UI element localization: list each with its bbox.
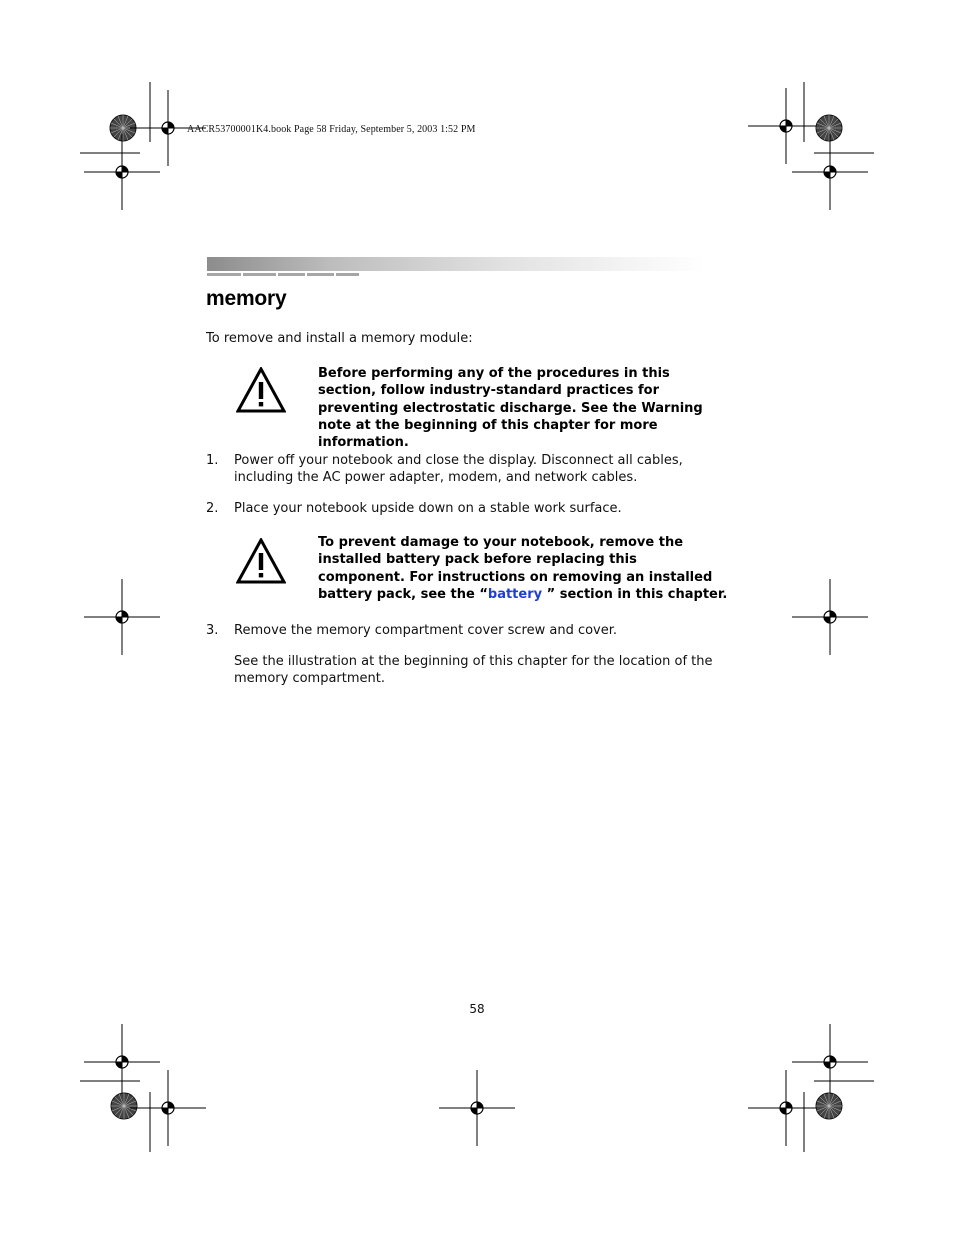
header-segment bbox=[207, 273, 241, 276]
header-segment bbox=[243, 273, 276, 276]
warning-icon bbox=[236, 538, 286, 584]
star-target-icon bbox=[816, 115, 842, 141]
warning-text-part: To prevent damage to your notebook, remove the installed battery pack before replacing this component. For instructions on removing an installed battery pack, see the “ bbox=[318, 535, 713, 602]
print-slug: AACR53700001K4.book Page 58 Friday, September 5, 2003 1:52 PM bbox=[187, 124, 476, 135]
step-note: See the illustration at the beginning of this chapter for the location of the memory compartment. bbox=[234, 654, 713, 686]
warning-icon bbox=[236, 367, 286, 413]
registration-mark-icon bbox=[439, 1070, 515, 1146]
warning-text bbox=[318, 534, 728, 603]
step-text: Power off your notebook and close the display. Disconnect all cables, including the AC power adapter, modem, and network cables. bbox=[234, 453, 683, 485]
registration-mark-icon bbox=[792, 134, 868, 210]
registration-mark-icon bbox=[792, 1024, 868, 1100]
header-segment bbox=[307, 273, 334, 276]
warning-text: Before performing any of the procedures in this section, follow industry-standard practices for preventing electrostatic discharge. See the Warning note at the beginning of this chapter for more information. bbox=[318, 366, 703, 451]
section-title: memory bbox=[206, 287, 287, 310]
step-number: 1. bbox=[206, 453, 219, 468]
registration-mark-icon bbox=[84, 1024, 160, 1100]
battery-link[interactable]: battery bbox=[487, 586, 543, 602]
header-segment bbox=[336, 273, 359, 276]
warning-text-part: ” section in this chapter. bbox=[542, 586, 728, 602]
registration-mark-icon bbox=[792, 579, 868, 655]
registration-mark-icon bbox=[748, 1070, 824, 1146]
step-text: Place your notebook upside down on a stable work surface. bbox=[234, 501, 622, 516]
intro-text: To remove and install a memory module: bbox=[206, 331, 473, 346]
page-number: 58 bbox=[469, 1002, 485, 1016]
step-text: Remove the memory compartment cover screw and cover. bbox=[234, 623, 618, 638]
registration-mark-icon bbox=[84, 579, 160, 655]
star-target-icon bbox=[111, 1093, 137, 1119]
section-header-bar bbox=[207, 257, 705, 271]
step-number: 3. bbox=[206, 623, 219, 638]
star-target-icon bbox=[816, 1093, 842, 1119]
registration-mark-icon bbox=[130, 1070, 206, 1146]
registration-mark-icon bbox=[84, 134, 160, 210]
header-segment bbox=[278, 273, 305, 276]
registration-mark-icon bbox=[748, 88, 824, 164]
step-number: 2. bbox=[206, 501, 219, 516]
